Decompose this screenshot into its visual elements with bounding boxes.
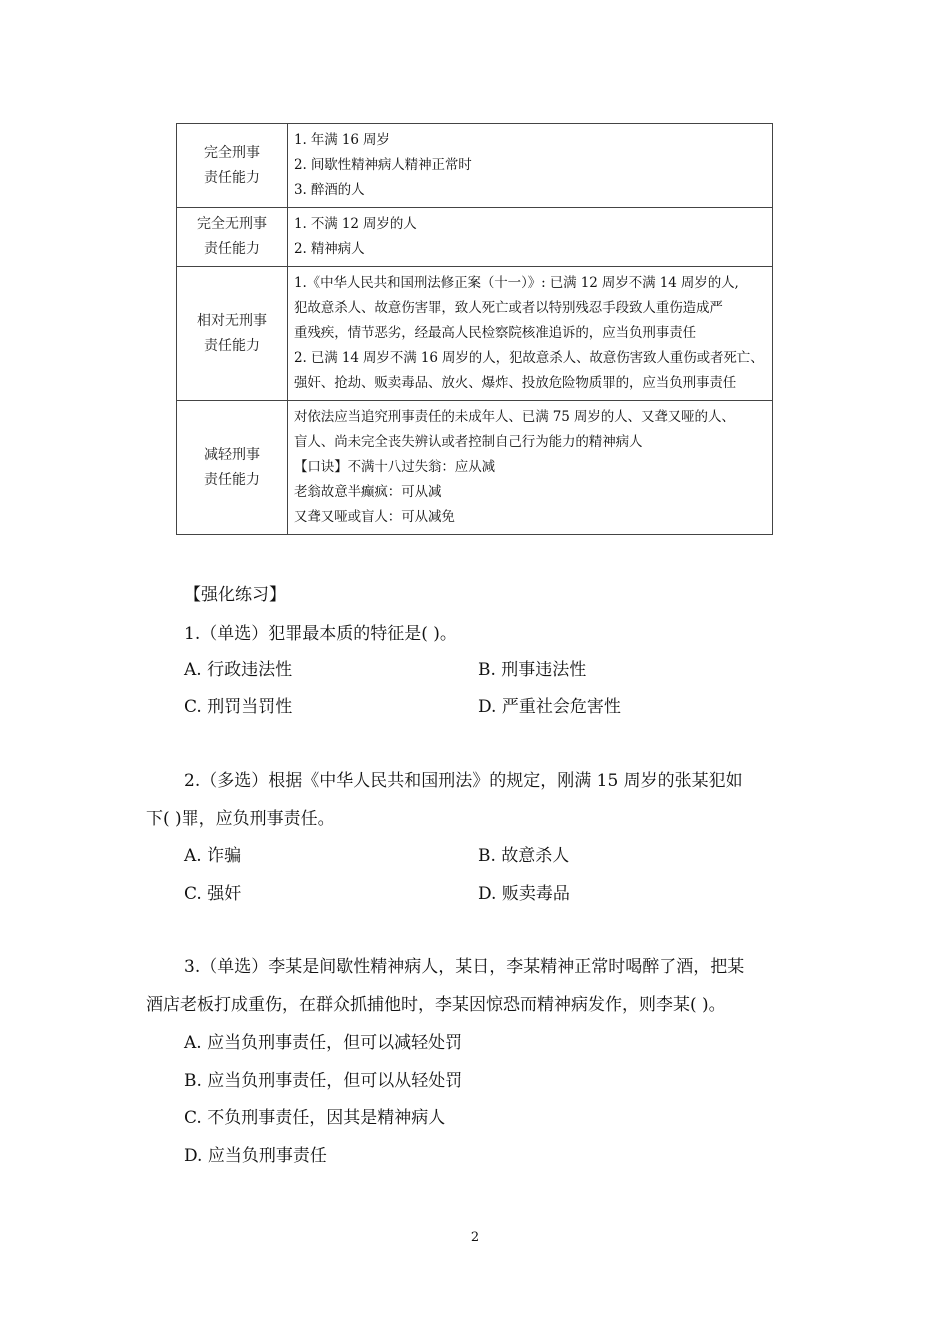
question-3-stem-line1: 3.（单选）李某是间歇性精神病人，某日，李某精神正常时喝醉了酒，把某 <box>184 957 745 977</box>
row-items <box>288 124 773 208</box>
page-number: 2 <box>470 1230 480 1245</box>
category-line: 完全无刑事 <box>197 216 267 232</box>
category-line: 相对无刑事 <box>197 312 267 329</box>
item-line: 又聋又哑或盲人：可从减免 <box>294 509 455 525</box>
item-line: 2. 间歇性精神病人精神正常时 <box>294 157 472 173</box>
question-3-option-a: A. 应当负刑事责任，但可以减轻处罚 <box>184 1033 463 1053</box>
question-2-option-d: D. 贩卖毒品 <box>478 884 570 904</box>
item-line: 盲人、尚未完全丧失辨认或者控制自己行为能力的精神病人 <box>294 434 643 450</box>
item-line: 老翁故意半癫疯：可从减 <box>294 484 442 500</box>
question-2-option-b: B. 故意杀人 <box>478 846 570 866</box>
category-line: 责任能力 <box>204 169 260 186</box>
question-1-option-b: B. 刑事违法性 <box>478 660 587 680</box>
item-line: 3. 醉酒的人 <box>294 182 365 198</box>
question-3-option-c: C. 不负刑事责任，因其是精神病人 <box>184 1108 446 1128</box>
question-3-stem-line2: 酒店老板打成重伤，在群众抓捕他时，李某因惊恐而精神病发作，则李某( )。 <box>146 995 726 1015</box>
row-items <box>288 267 773 401</box>
category-line: 责任能力 <box>204 471 260 488</box>
row-category <box>177 124 288 208</box>
table-row <box>177 401 773 535</box>
table-row <box>177 208 773 267</box>
item-line: 2. 已满 14 周岁不满 16 周岁的人，犯故意杀人、故意伤害致人重伤或者死亡、 <box>294 350 764 366</box>
item-line: 【口诀】不满十八过失翁：应从减 <box>294 459 495 475</box>
question-3-option-d: D. 应当负刑事责任 <box>184 1146 327 1166</box>
category-line: 责任能力 <box>204 337 260 354</box>
question-2-option-a: A. 诈骗 <box>184 846 242 866</box>
question-3-option-b: B. 应当负刑事责任，但可以从轻处罚 <box>184 1071 463 1091</box>
row-category <box>177 267 288 401</box>
item-line: 重残疾，情节恶劣，经最高人民检察院核准追诉的，应当负刑事责任 <box>294 325 696 341</box>
item-line: 2. 精神病人 <box>294 241 365 257</box>
row-category <box>177 208 288 267</box>
question-1-option-a: A. 行政违法性 <box>184 660 293 680</box>
item-line: 1. 不满 12 周岁的人 <box>294 216 417 232</box>
question-2-stem-line2: 下( )罪，应负刑事责任。 <box>146 809 335 829</box>
question-1-stem: 1.（单选）犯罪最本质的特征是( )。 <box>184 624 457 644</box>
item-line: 1. 年满 16 周岁 <box>294 132 390 148</box>
item-line: 强奸、抢劫、贩卖毒品、放火、爆炸、投放危险物质罪的，应当负刑事责任 <box>294 375 737 391</box>
item-line: 犯故意杀人、故意伤害罪，致人死亡或者以特别残忍手段致人重伤造成严 <box>294 300 723 316</box>
row-category <box>177 401 288 535</box>
table-row <box>177 124 773 208</box>
question-1-option-d: D. 严重社会危害性 <box>478 697 621 717</box>
practice-heading: 【强化练习】 <box>184 585 286 605</box>
question-1-option-c: C. 刑罚当罚性 <box>184 697 293 717</box>
criminal-responsibility-table <box>176 123 773 535</box>
item-line: 对依法应当追究刑事责任的未成年人、已满 75 周岁的人、又聋又哑的人、 <box>294 409 735 425</box>
table-row <box>177 267 773 401</box>
category-line: 完全刑事 <box>204 144 260 161</box>
question-2-option-c: C. 强奸 <box>184 884 242 904</box>
category-line: 责任能力 <box>204 241 260 257</box>
row-items <box>288 208 773 267</box>
category-line: 减轻刑事 <box>204 446 260 463</box>
row-items <box>288 401 773 535</box>
question-2-stem-line1: 2.（多选）根据《中华人民共和国刑法》的规定，刚满 15 周岁的张某犯如 <box>184 771 743 791</box>
item-line: 1.《中华人民共和国刑法修正案（十一）》: 已满 12 周岁不满 14 周岁的人, <box>294 275 739 291</box>
